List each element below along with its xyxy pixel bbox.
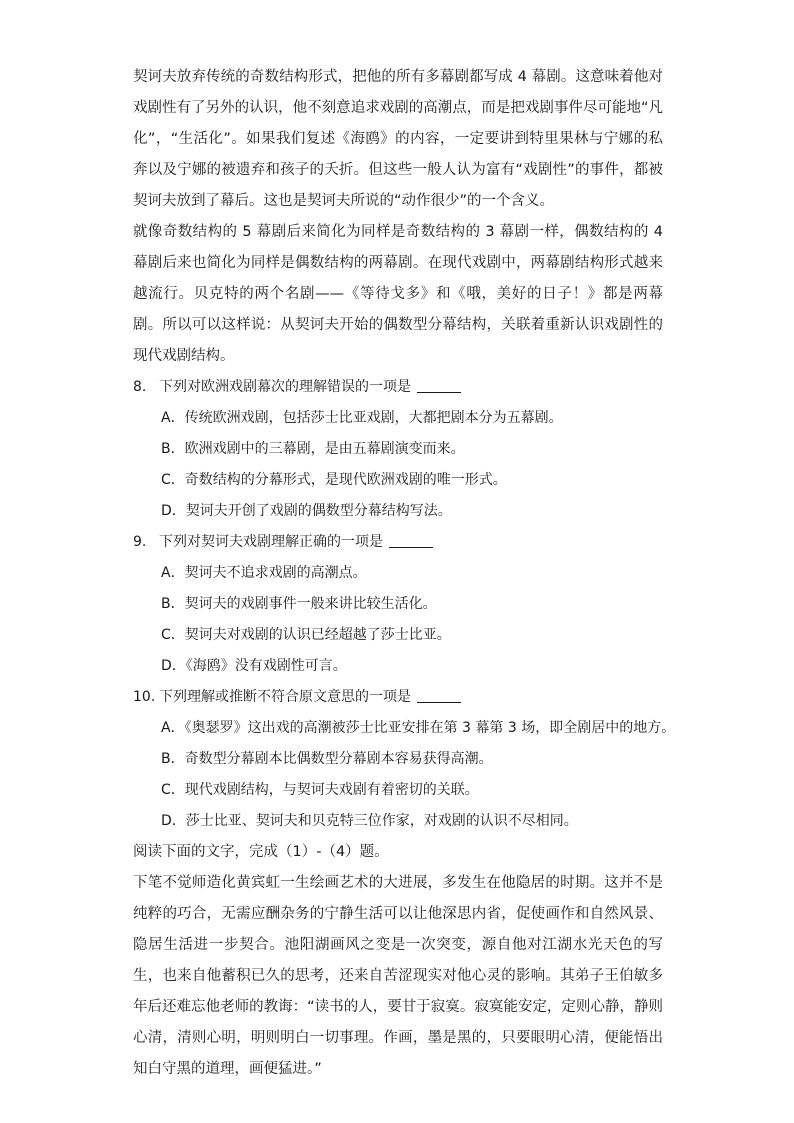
passage-paragraph-1: 契诃夫放弃传统的奇数结构形式，把他的所有多幕剧都写成 4 幕剧。这意味着他对戏剧性有了另外的认识，他不刻意追求戏剧的高潮点，而是把戏剧事件尽可能地“凡化”，“生活化”。如果我们复述《海鸥》的内容，一定要讲到特里果林与宁娜的私奔以及宁娜的被遗弃和孩子的夭折。但这些一般人认为富有“戏剧性”的事件，都被契诃夫放到了幕后。这也是契诃夫所说的“动作很少”的一个含义。 <box>133 69 663 209</box>
answer-blank <box>417 378 461 393</box>
passage-paragraph-2: 就像奇数结构的 5 幕剧后来简化为同样是奇数结构的 3 幕剧一样，偶数结构的 4 幕剧后来也简化为同样是偶数结构的两幕剧。在现代戏剧中，两幕剧结构形式越来越流行。贝克特的两个名剧——《等待戈多》和《哦，美好的日子！》都是两幕剧。所以可以这样说：从契诃夫开始的偶数型分幕结构，关联着重新认识戏剧性的现代戏剧结构。 <box>133 224 663 364</box>
option-a: A．契诃夫不追求戏剧的高潮点。 <box>161 565 367 581</box>
question-stem: 下列理解或推断不符合原文意思的一项是 <box>159 689 411 705</box>
passage-paragraph-3: 下笔不觉师造化黄宾虹一生绘画艺术的大进展，多发生在他隐居的时期。这并不是纯粹的巧合，无需应酬杂务的宁静生活可以让他深思内省，促使画作和自然风景、隐居生活进一步契合。池阳湖画风之变是一次突变，源自他对江湖水光天色的写生，也来自他蓄积已久的思考，还来自苦涩现实对他心灵的影响。其弟子王伯敏多年后还难忘他老师的教诲：“读书的人，要甘于寂寞。寂寞能安定，定则心静，静则心清，清则心明，明则明白一切事理。作画，墨是黑的，只要眼明心清，便能悟出知白守黑的道理，画便猛进。” <box>133 875 663 1077</box>
question-stem: 下列对欧洲戏剧幕次的理解错误的一项是 <box>159 379 411 395</box>
document-page <box>133 62 676 1085</box>
option-c: C．奇数结构的分幕形式，是现代欧洲戏剧的唯一形式。 <box>161 472 507 488</box>
option-b: B．契诃夫的戏剧事件一般来讲比较生活化。 <box>161 596 437 612</box>
option-c: C．契诃夫对戏剧的认识已经超越了莎士比亚。 <box>161 627 451 643</box>
question-9 <box>133 527 663 682</box>
option-d: D．契诃夫开创了戏剧的偶数型分幕结构写法。 <box>161 503 452 519</box>
option-a: A．《奥瑟罗》这出戏的高潮被莎士比亚安排在第 3 幕第 3 场，即全剧居中的地方。 <box>161 720 676 736</box>
option-d: D．莎士比亚、契诃夫和贝克特三位作家，对戏剧的认识不尽相同。 <box>161 813 578 829</box>
question-number: 8. <box>133 379 147 395</box>
answer-blank <box>417 688 461 703</box>
reading-instruction: 阅读下面的文字，完成（1）-（4）题。 <box>133 844 389 860</box>
question-10 <box>133 682 676 837</box>
option-c: C．现代戏剧结构，与契诃夫戏剧有着密切的关联。 <box>161 782 479 798</box>
question-number: 10. <box>133 689 156 705</box>
option-d: D．《海鸥》没有戏剧性可言。 <box>161 658 347 674</box>
question-stem: 下列对契诃夫戏剧理解正确的一项是 <box>159 534 383 550</box>
question-number: 9. <box>133 534 147 550</box>
option-b: B．奇数型分幕剧本比偶数型分幕剧本容易获得高潮。 <box>161 751 493 767</box>
option-a: A．传统欧洲戏剧，包括莎士比亚戏剧，大都把剧本分为五幕剧。 <box>161 410 563 426</box>
question-8 <box>133 372 663 527</box>
answer-blank <box>389 533 433 548</box>
option-b: B．欧洲戏剧中的三幕剧，是由五幕剧演变而来。 <box>161 441 465 457</box>
